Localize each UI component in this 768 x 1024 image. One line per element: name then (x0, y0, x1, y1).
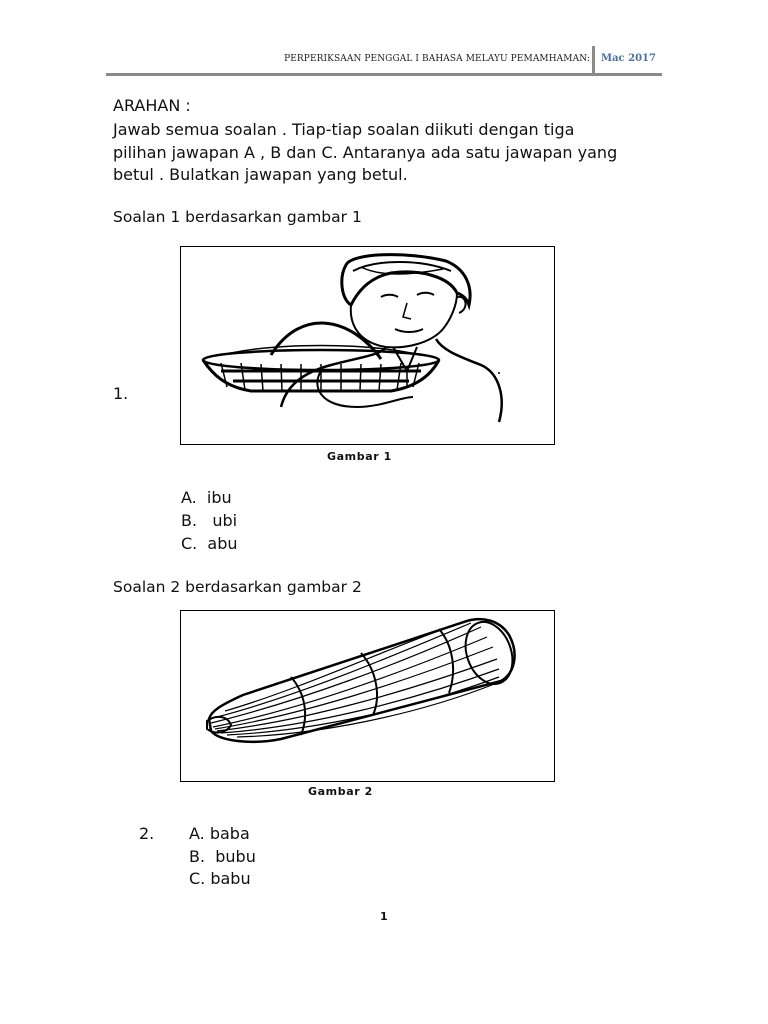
figure-2-frame (180, 610, 555, 782)
question-1-heading: Soalan 1 berdasarkan gambar 1 (113, 208, 362, 226)
question-1-number: 1. (113, 384, 129, 403)
page-header (106, 46, 662, 76)
bubu-fish-trap-illustration (181, 611, 554, 781)
figure-1-frame (180, 246, 555, 445)
header-rule (106, 73, 662, 76)
question-2-heading: Soalan 2 berdasarkan gambar 2 (113, 578, 362, 596)
header-divider (592, 46, 595, 76)
question-2-option-b[interactable]: B. bubu (189, 847, 256, 866)
exam-title: PERPERIKSAAN PENGGAL I BAHASA MELAYU PEMAMHAMAN: (284, 54, 590, 64)
question-2-option-a[interactable]: A. baba (189, 824, 250, 843)
exam-date: Mac 2017 (601, 53, 656, 64)
figure-2-caption: Gambar 2 (308, 785, 373, 798)
question-1-option-a[interactable]: A. ibu (181, 488, 232, 507)
instructions-body: Jawab semua soalan . Tiap-tiap soalan diikuti dengan tiga pilihan jawapan A , B dan C. Antaranya ada satu jawapan yang betul . Bulatkan jawapan yang betul. (113, 120, 618, 184)
page-number: 1 (380, 910, 388, 923)
instructions-title: ARAHAN : (113, 96, 191, 115)
question-1-option-b[interactable]: B. ubi (181, 511, 238, 530)
question-1-option-c[interactable]: C. abu (181, 534, 238, 553)
figure-1-caption: Gambar 1 (327, 450, 392, 463)
question-2-number: 2. (139, 824, 155, 843)
question-2-option-c[interactable]: C. babu (189, 869, 251, 888)
woman-with-basket-illustration (181, 247, 554, 444)
